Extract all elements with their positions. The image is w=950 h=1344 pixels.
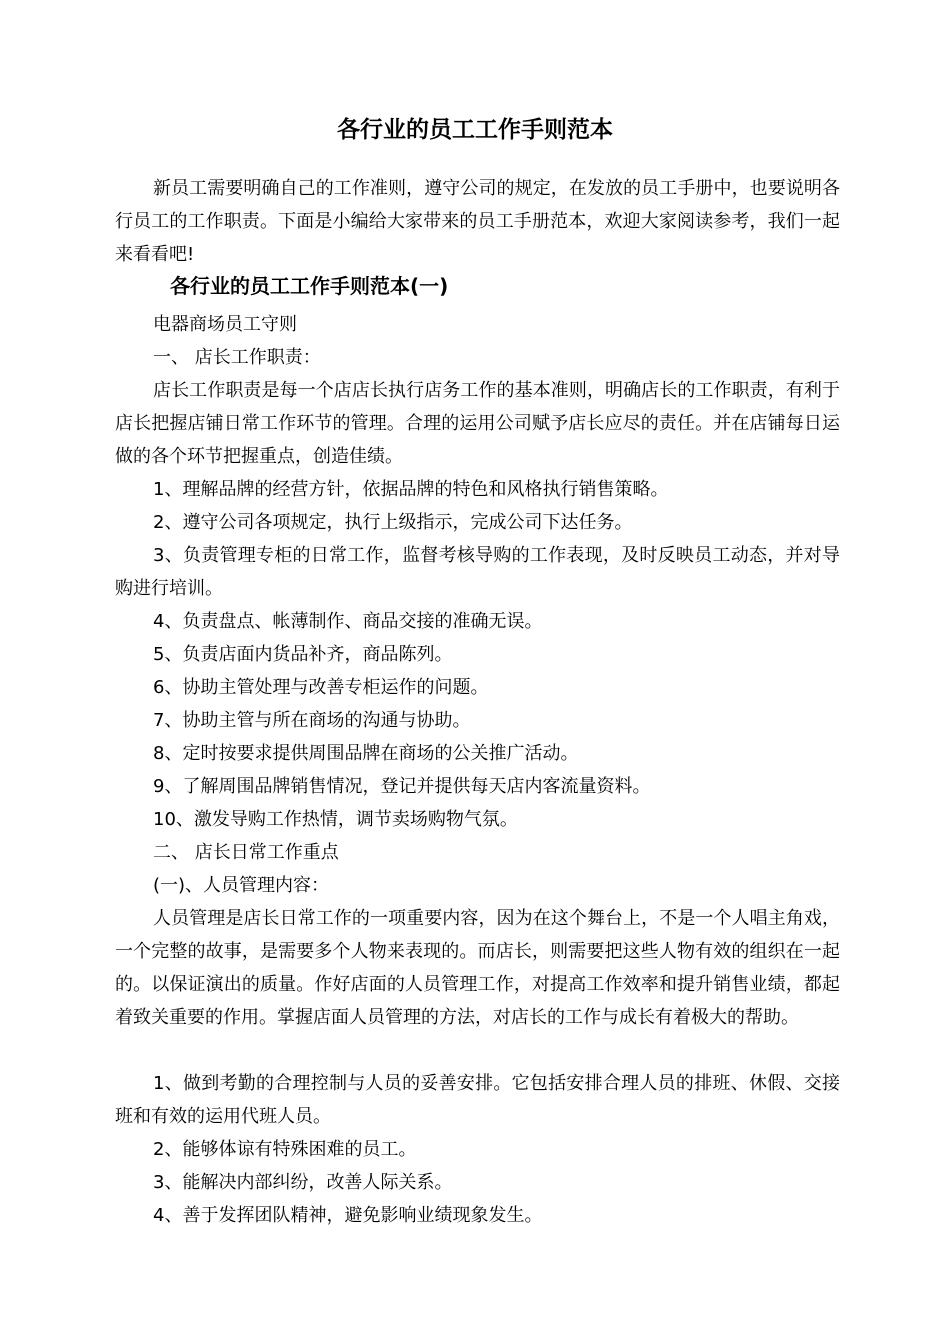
duty-item: 1、理解品牌的经营方针，依据品牌的特色和风格执行销售策略。 [153, 479, 669, 500]
duty-item: 7、协助主管与所在商场的沟通与协助。 [153, 710, 471, 731]
duty-item: 8、定时按要求提供周围品牌在商场的公关推广活动。 [153, 743, 579, 764]
duty-item: 10、激发导购工作热情，调节卖场购物气氛。 [153, 809, 518, 830]
duty-item: 2、遵守公司各项规定，执行上级指示，完成公司下达任务。 [153, 512, 633, 533]
duty-item: 4、负责盘点、帐薄制作、商品交接的准确无误。 [153, 611, 543, 632]
management-item: 2、能够体谅有特殊困难的员工。 [153, 1139, 417, 1160]
duty-item: 6、协助主管处理与改善专柜运作的问题。 [153, 677, 489, 698]
part1-heading: 一、 店长工作职责： [153, 347, 321, 368]
intro-paragraph: 新员工需要明确自己的工作准则，遵守公司的规定，在发放的员工手册中，也要说明各行员工的工作职责。下面是小编给大家带来的员工手册范本，欢迎大家阅读参考，我们一起来看看吧! [115, 178, 840, 265]
subtitle: 电器商场员工守则 [153, 314, 297, 335]
section-heading: 各行业的员工工作手则范本(一) [170, 274, 449, 298]
management-item: 4、善于发挥团队精神，避免影响业绩现象发生。 [153, 1205, 543, 1226]
management-item: 3、能解决内部纠纷，改善人际关系。 [153, 1172, 453, 1193]
part2-heading: 二、 店长日常工作重点 [153, 842, 339, 863]
duty-item: 5、负责店面内货品补齐，商品陈列。 [153, 644, 453, 665]
document-title: 各行业的员工工作手则范本 [337, 117, 613, 143]
part1-paragraph: 店长工作职责是每一个店店长执行店务工作的基本准则，明确店长的工作职责，有利于店长把握店铺日常工作环节的管理。合理的运用公司赋予店长应尽的责任。并在店铺每日运做的各个环节把握重点，创造佳绩。 [115, 380, 840, 467]
duty-item: 9、了解周围品牌销售情况，登记并提供每天店内客流量资料。 [153, 776, 651, 797]
part2-paragraph: 人员管理是店长日常工作的一项重要内容，因为在这个舞台上，不是一个人唱主角戏，一个完整的故事，是需要多个人物来表现的。而店长，则需要把这些人物有效的组织在一起的。以保证演出的质量。作好店面的人员管理工作，对提高工作效率和提升销售业绩，都起着致关重要的作用。掌握店面人员管理的方法，对店长的工作与成长有着极大的帮助。 [115, 908, 840, 1028]
management-item: 1、做到考勤的合理控制与人员的妥善安排。它包括安排合理人员的排班、休假、交接班和有效的运用代班人员。 [115, 1073, 840, 1127]
part2-subheading: (一)、人员管理内容： [153, 875, 330, 896]
duty-item: 3、负责管理专柜的日常工作，监督考核导购的工作表现，及时反映员工动态，并对导购进行培训。 [115, 545, 840, 599]
